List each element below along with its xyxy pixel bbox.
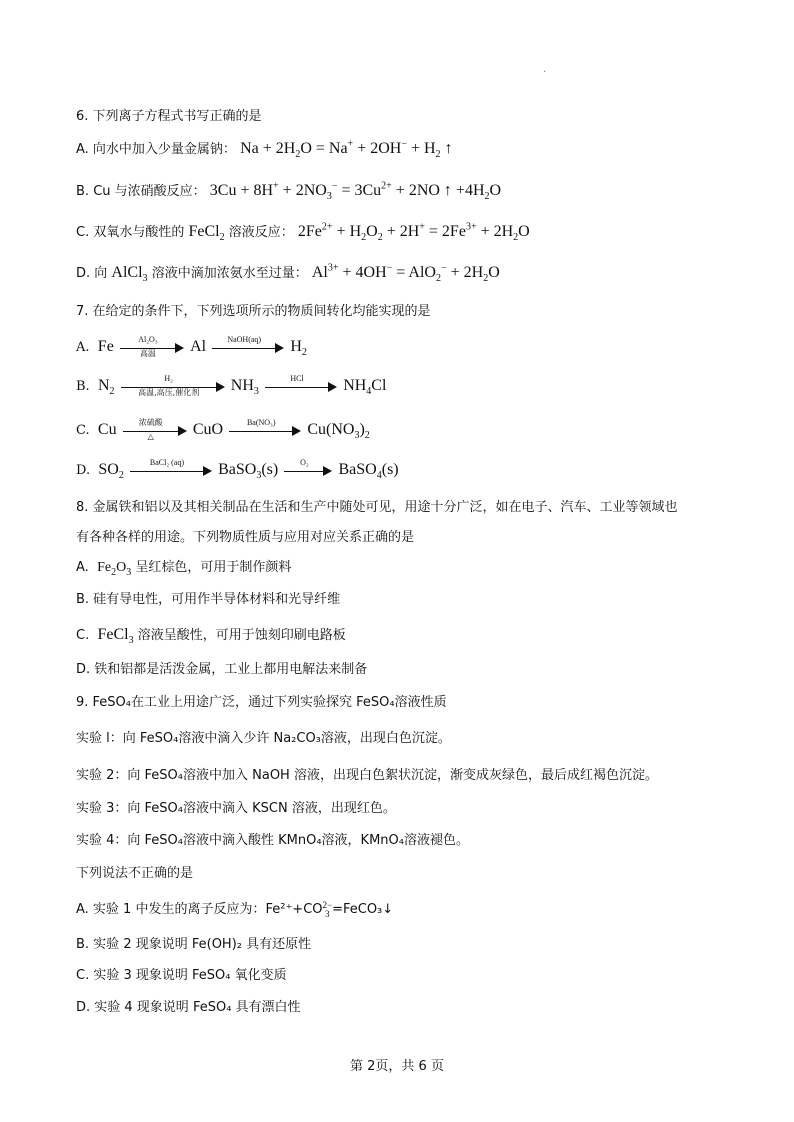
q6-option-a xyxy=(76,139,453,160)
corner-mark: . xyxy=(543,64,547,75)
q9-exp4: 实验 4：向 FeSO₄溶液中滴入酸性 KMnO₄溶液，KMnO₄溶液褪色。 xyxy=(76,833,469,848)
q7-c-arrow-2 xyxy=(229,417,301,441)
q7-stem: 7. 在给定的条件下，下列选项所示的物质间转化均能实现的是 xyxy=(76,304,431,319)
q6-option-d xyxy=(76,263,500,284)
q9-option-d: D. 实验 4 现象说明 FeSO₄ 具有漂白性 xyxy=(76,1000,301,1015)
q6-d-label: D. 向 xyxy=(76,266,108,281)
q9-option-a: A. 实验 1 中发生的离子反应为：Fe²⁺+CO 2− 3 =FeCO₃↓ xyxy=(76,899,394,919)
q8-stem-line2: 有各种各样的用途。下列物质性质与应用对应关系正确的是 xyxy=(76,530,415,545)
q7-a-cond1-bottom: 高温 xyxy=(139,348,156,358)
q9-a-text: A. 实验 1 中发生的离子反应为：Fe²⁺+CO xyxy=(76,902,323,917)
q9-option-b: B. 实验 2 现象说明 Fe(OH)₂ 具有还原性 xyxy=(76,937,312,952)
q6-a-equation: $Na + 2H_2O = Na^+ + 2OH^- + H_2$ ↑ xyxy=(240,138,453,161)
q6-d-reagent: AlCl$_3$ xyxy=(111,264,148,285)
q9-a-tail: =FeCO₃↓ xyxy=(332,902,394,917)
q8-stem-line1: 8. 金属铁和铝以及其相关制品在生活和生产中随处可见，用途十分广泛，如在电子、汽车、工业等领域也 xyxy=(76,500,678,515)
q8-c-text: 溶液呈酸性，可用于蚀刻印刷电路板 xyxy=(137,628,346,643)
q6-c-reagent: FeCl$_2$ xyxy=(188,223,225,244)
q8-option-c: C. FeCl$_3$ 溶液呈酸性，可用于蚀刻印刷电路板 xyxy=(76,626,346,647)
q9-exp3: 实验 3：向 FeSO₄溶液中滴入 KSCN 溶液，出现红色。 xyxy=(76,801,396,816)
q6-stem: 6. 下列离子方程式书写正确的是 xyxy=(76,109,262,124)
q7-d-arrow-1 xyxy=(130,457,212,481)
q7-d-cond2-top: O₂ xyxy=(300,457,309,467)
q9-ask: 下列说法不正确的是 xyxy=(76,866,194,881)
q7-d-cond1-top: BaCl₂ (aq) xyxy=(149,457,185,467)
q7-c-arrow-1 xyxy=(123,417,187,441)
q8-option-d: D. 铁和铝都是活泼金属，工业上都用电解法来制备 xyxy=(76,662,368,677)
page-footer: 第 2页，共 6 页 xyxy=(350,1059,444,1074)
q7-c-cond2-top: Ba(NO₃) xyxy=(246,417,276,427)
q7-b-cond2-top: HCl xyxy=(290,373,304,383)
q7-option-a: A. Fe Al₂O₃ 高温 Al NaOH(aq) $H_2$ xyxy=(76,334,307,359)
q6-c-equation: $2Fe^{2+} + H_2O_2 + 2H^+ = 2Fe^{3+} + 2H_2O$ xyxy=(297,221,530,244)
q6-option-b xyxy=(76,181,501,202)
q8-option-b: B. 硅有导电性，可用作半导体材料和光导纤维 xyxy=(76,592,341,607)
q9-exp2: 实验 2：向 FeSO₄溶液中加入 NaOH 溶液，出现白色絮状沉淀，渐变成灰绿色，最后成红褐色沉淀。 xyxy=(76,768,658,783)
q6-b-label: B. xyxy=(76,184,94,199)
q7-b-arrow-1 xyxy=(121,373,225,397)
q7-c-cond1-bottom: △ xyxy=(147,431,154,441)
q6-option-c xyxy=(76,222,530,243)
q9-stem: 9. FeSO₄在工业上用途广泛，通过下列实验探究 FeSO₄溶液性质 xyxy=(76,695,447,710)
q6-d-equation: $Al^{3+} + 4OH^- = AlO_2^- + 2H_2O$ xyxy=(311,262,500,285)
q6-d-text: 溶液中滴加浓氨水至过量： xyxy=(151,266,308,281)
q7-b-arrow-2 xyxy=(265,373,337,397)
q7-a-arrow-1 xyxy=(120,334,184,358)
q8-option-a: A. $Fe_2O_3$ 呈红棕色，可用于制作颜料 xyxy=(76,560,292,578)
q7-option-b: B. $N_2$ H₂ 高温,高压,催化剂 $NH_3$ HCl $NH_4Cl$ xyxy=(76,373,387,398)
q7-b-cond1-bottom: 高温,高压,催化剂 xyxy=(138,387,200,397)
q7-option-c: C. Cu 浓硫酸 △ CuO Ba(NO₃) $Cu(NO_3)_2$ xyxy=(76,417,370,442)
q8-a-text: 呈红棕色，可用于制作颜料 xyxy=(135,560,292,575)
q7-a-cond2-top: NaOH(aq) xyxy=(227,334,262,344)
q6-c-label: C. 双氧水与酸性的 xyxy=(76,225,185,240)
q7-c-cond1-top: 浓硫酸 xyxy=(138,417,163,427)
q7-a-cond1-top: Al₂O₃ xyxy=(138,334,158,344)
q9-option-c: C. 实验 3 现象说明 FeSO₄ 氧化变质 xyxy=(76,968,287,983)
q6-c-text: 溶液反应： xyxy=(228,225,294,240)
q6-a-label: A. 向水中加入少量金属钠： xyxy=(76,142,236,157)
q7-b-cond1-top: H₂ xyxy=(164,373,173,383)
q6-b-text: Cu 与浓硝酸反应： xyxy=(93,184,206,199)
q7-option-d: D. $SO_2$ BaCl₂ (aq) BaSO$_3$(s) O₂ BaSO$_4$(s) xyxy=(76,457,399,482)
q7-d-arrow-2 xyxy=(284,457,332,481)
q9-exp1: 实验 l：向 FeSO₄溶液中滴入少许 Na₂CO₃溶液，出现白色沉淀。 xyxy=(76,731,451,746)
q6-b-equation: $3Cu + 8H^+ + 2NO_3^- = 3Cu^{2+} + 2NO$ ↑ $+4H_2O$ xyxy=(209,180,502,203)
q7-a-arrow-2 xyxy=(212,334,284,358)
